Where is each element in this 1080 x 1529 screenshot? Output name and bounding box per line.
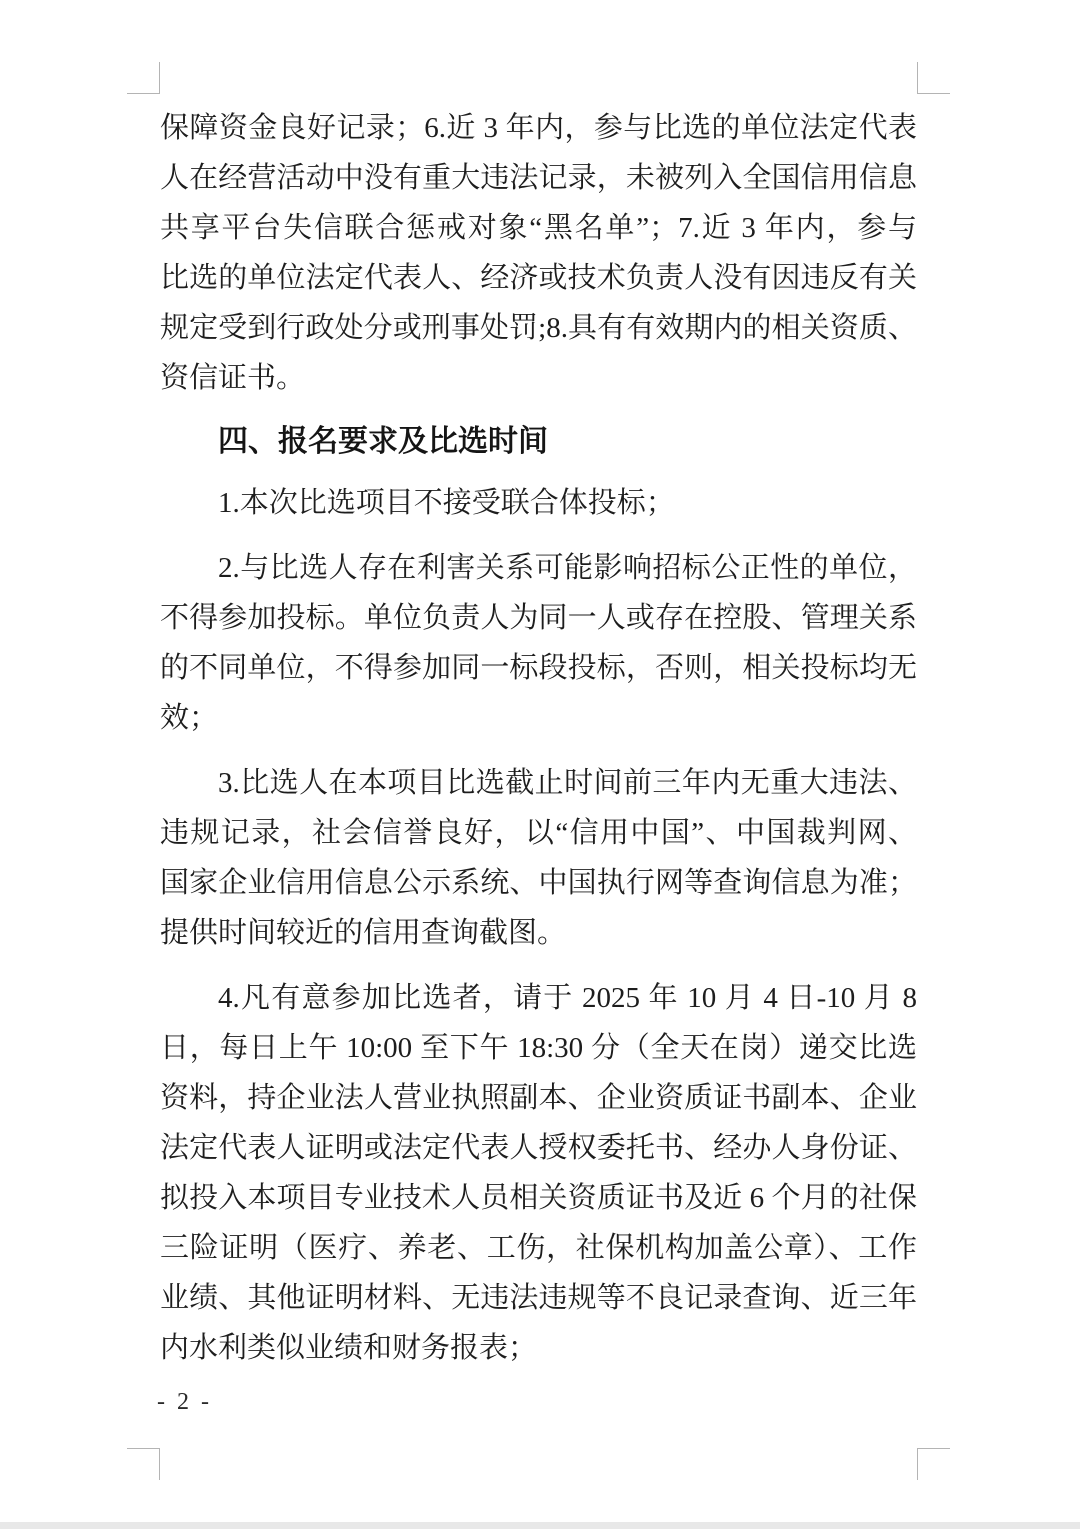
text-line: 共享平台失信联合惩戒对象“黑名单”；7.近 3 年内，参与 bbox=[160, 212, 917, 244]
section-heading-registration: 四、报名要求及比选时间 bbox=[218, 425, 548, 458]
text-line: 2.与比选人存在利害关系可能影响招标公正性的单位， bbox=[218, 552, 917, 584]
text-line: 内水利类似业绩和财务报表； bbox=[160, 1332, 538, 1364]
text-line: 规定受到行政处分或刑事处罚;8.具有有效期内的相关资质、 bbox=[160, 312, 917, 344]
page-edge-shadow bbox=[0, 1522, 1080, 1529]
paragraph-conditions-continued bbox=[160, 103, 917, 403]
text-line: 提供时间较近的信用查询截图。 bbox=[160, 917, 567, 949]
text-line: 不得参加投标。单位负责人为同一人或存在控股、管理关系 bbox=[160, 602, 917, 634]
text-line: 比选的单位法定代表人、经济或技术负责人没有因违反有关 bbox=[160, 262, 917, 294]
text-line: 3.比选人在本项目比选截止时间前三年内无重大违法、 bbox=[218, 767, 917, 799]
text-line: 保障资金良好记录；6.近 3 年内，参与比选的单位法定代表 bbox=[160, 112, 917, 144]
document-body bbox=[160, 103, 917, 1373]
text-line: 1.本次比选项目不接受联合体投标； bbox=[218, 487, 675, 519]
text-line: 的不同单位，不得参加同一标段投标，否则，相关投标均无 bbox=[160, 652, 917, 684]
text-line: 人在经营活动中没有重大违法记录，未被列入全国信用信息 bbox=[160, 162, 917, 194]
paragraph-item-3 bbox=[160, 758, 917, 958]
text-line: 三险证明（医疗、养老、工伤，社保机构加盖公章）、工作 bbox=[160, 1232, 917, 1264]
text-line: 日，每日上午 10:00 至下午 18:30 分（全天在岗）递交比选 bbox=[160, 1032, 917, 1064]
text-line: 资信证书。 bbox=[160, 362, 306, 394]
margin-mark-bottom-left bbox=[127, 1448, 160, 1480]
paragraph-item-1 bbox=[160, 478, 917, 528]
text-line: 拟投入本项目专业技术人员相关资质证书及近 6 个月的社保 bbox=[160, 1182, 917, 1214]
text-line: 业绩、其他证明材料、无违法违规等不良记录查询、近三年 bbox=[160, 1282, 917, 1314]
margin-mark-top-right bbox=[917, 62, 950, 94]
margin-mark-bottom-right bbox=[917, 1448, 950, 1480]
paragraph-item-4 bbox=[160, 973, 917, 1373]
text-line: 4.凡有意参加比选者，请于 2025 年 10 月 4 日-10 月 8 bbox=[218, 982, 917, 1014]
text-line: 国家企业信用信息公示系统、中国执行网等查询信息为准； bbox=[160, 867, 917, 899]
text-line: 违规记录，社会信誉良好，以“信用中国”、中国裁判网、 bbox=[160, 817, 917, 849]
page-number: - 2 - bbox=[157, 1389, 212, 1415]
paragraph-item-2 bbox=[160, 543, 917, 743]
text-line: 法定代表人证明或法定代表人授权委托书、经办人身份证、 bbox=[160, 1132, 917, 1164]
text-line: 资料，持企业法人营业执照副本、企业资质证书副本、企业 bbox=[160, 1082, 917, 1114]
margin-mark-top-left bbox=[127, 62, 160, 94]
text-line: 效； bbox=[160, 702, 219, 734]
